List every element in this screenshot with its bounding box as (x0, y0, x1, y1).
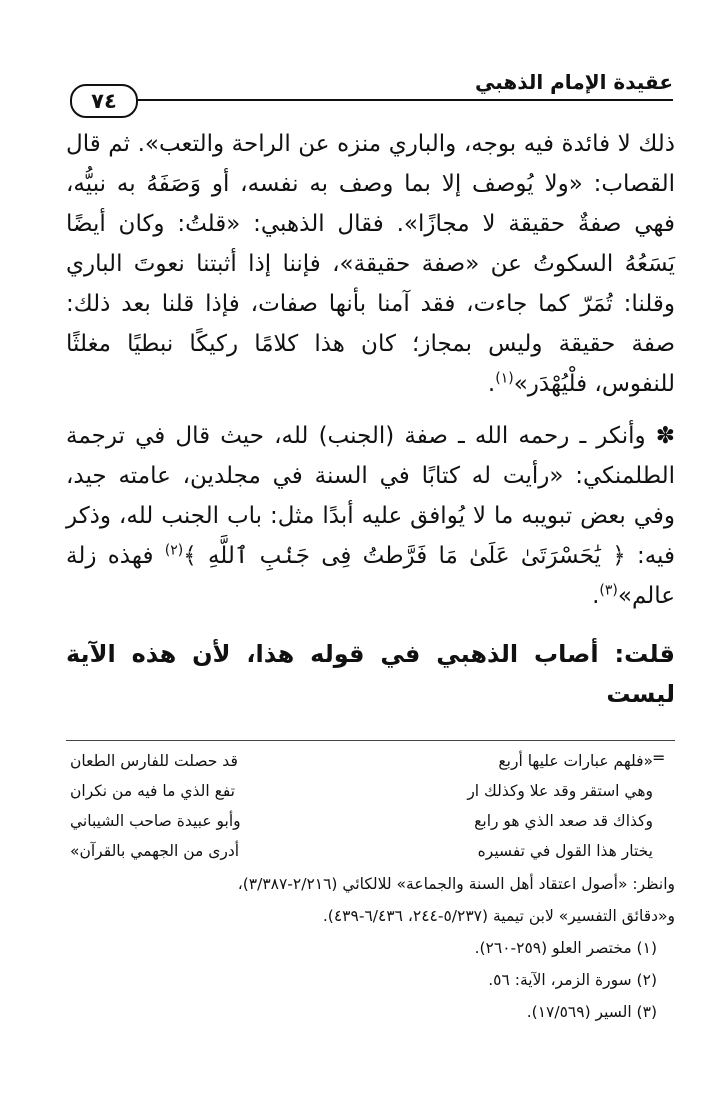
paragraph-3-text: أصاب الذهبي في قوله هذا، لأن هذه الآية ليست (66, 640, 675, 708)
poem-second-hemistich: تفع الذي ما فيه من نكران (70, 782, 235, 800)
paragraph-2-text-a: ✽ وأنكر ـ رحمه الله ـ صفة (الجنب) لله، حيث قال في ترجمة الطلمنكي: «رأيت له كتابًا في السنة في مجلدين، عامته جيد، وفي بعض تبويبه ما لا يُوافق عليه أبدًا مثل: باب الجنب لله، وذكر فيه: ﴿ يَٰحَسْرَتَىٰ عَلَىٰ مَا فَرَّطتُ فِى جَنۢبِ ٱللَّهِ ﴾ (66, 423, 675, 569)
footnote-1: (١) مختصر العلو (٢٥٩-٢٦٠). (474, 939, 657, 957)
poem-second-hemistich: أدرى من الجهمي بالقرآن» (70, 842, 240, 860)
paragraph-1 (66, 124, 675, 404)
footnotes (66, 868, 675, 1028)
main-text (66, 124, 675, 714)
poem-block (70, 746, 653, 866)
poem-second-hemistich: وأبو عبيدة صاحب الشيباني (70, 812, 241, 830)
page-number: ٧٤ (70, 84, 138, 118)
poem-second-hemistich: قد حصلت للفارس الطعان (70, 752, 238, 770)
paragraph-1-end: . (487, 371, 496, 397)
footnote-ref-3: (٣) (599, 582, 618, 599)
poem-first-hemistich: يختار هذا القول في تفسيره (477, 842, 653, 860)
see-also-line-2: و«دقائق التفسير» لابن تيمية (٥/٢٣٧-٢٤٤، ٦/٤٣٦-٤٣٩). (322, 907, 675, 925)
footnote-3: (٣) السير (١٧/٥٦٩). (526, 1003, 657, 1021)
paragraph-1-text: ذلك لا فائدة فيه بوجه، والباري منزه عن الراحة والتعب». ثم قال القصاب: «ولا يُوصف إلا بما وصف به نفسه، أو وَصَفَهُ به نبيُّه، فهي صفةٌ حقيقة لا مجازًا». فقال الذهبي: «قلتُ: وكان أيضًا يَسَعُهُ السكوتُ عن «صفة حقيقة»، فإننا إذا أثبتنا نعوتَ الباري وقلنا: تُمَرّ كما جاءت، فقد آمنا بأنها صفات، فإذا قلنا بعد ذلك: صفة حقيقة وليس بمجاز؛ كان هذا كلامًا ركيكًا نبطيًا مغلثًا للنفوس، فلْيُهْدَر» (66, 131, 675, 397)
continuation-mark: = (652, 748, 666, 767)
poem-line (70, 836, 653, 866)
poem-line (70, 806, 653, 836)
footnote-separator (66, 740, 675, 741)
footnote-ref-2: (٢) (164, 542, 184, 559)
poem-first-hemistich: وكذاك قد صعد الذي هو رابع (474, 812, 653, 830)
poem-line (70, 776, 653, 806)
see-also-line-1: وانظر: «أصول اعتقاد أهل السنة والجماعة» للالكائي (٢/٢١٦-٣/٣٨٧)، (237, 875, 675, 893)
paragraph-2-text-b: فهذه زلة عالم» (66, 543, 675, 609)
paragraph-2 (66, 416, 675, 616)
paragraph-2-end: . (592, 583, 600, 609)
poem-line (70, 746, 653, 776)
running-title: عقيدة الإمام الذهبي (475, 70, 673, 94)
footnote-ref-1: (١) (495, 370, 514, 387)
footnote-2: (٢) سورة الزمر، الآية: ٥٦. (488, 971, 657, 989)
poem-first-hemistich: «فلهم عبارات عليها أربع (498, 752, 653, 770)
poem-first-hemistich: وهي استقر وقد علا وكذلك ار (467, 782, 653, 800)
qultu-label: قلت: (614, 640, 675, 668)
paragraph-3 (66, 634, 675, 714)
header-rule (72, 99, 673, 101)
